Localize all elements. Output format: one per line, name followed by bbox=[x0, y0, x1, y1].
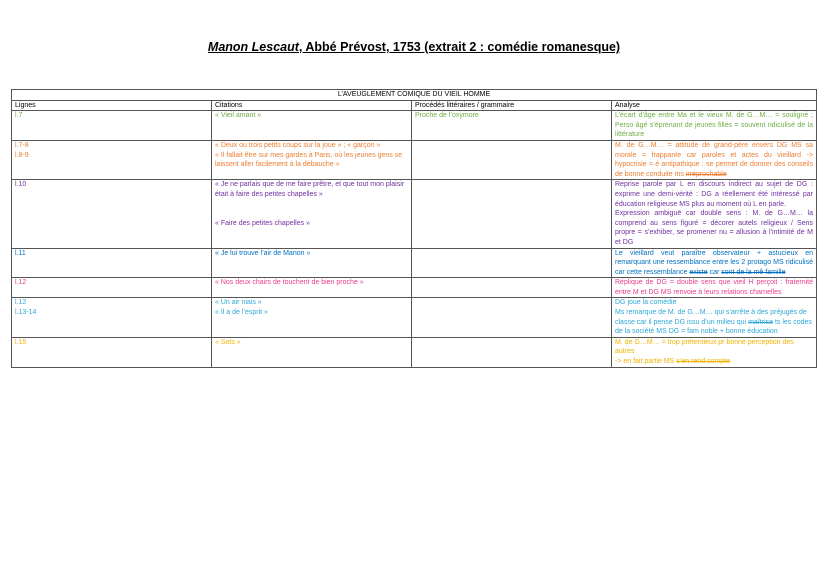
procede-cell bbox=[412, 140, 612, 179]
table-row bbox=[12, 248, 817, 278]
table-row bbox=[12, 111, 817, 141]
analysis-cell: L’écart d’âge entre Ma et le vieux M. de G…M… = souligné ; Perso âgé s’éprenant de jeunes filles = souvent ridiculisé de la littérature bbox=[612, 111, 817, 141]
procede-cell bbox=[412, 278, 612, 298]
lines-cell: l.11 bbox=[12, 248, 212, 278]
analysis-cell: Réplique de DG = double sens que vieil H perçoit : fraternité entre M et DG MS renvoie à leurs relations charnelles bbox=[612, 278, 817, 298]
column-header-row bbox=[12, 100, 817, 111]
analysis-cell: M. de G…M… = trop prétentieux pr bonne perception des autres -> en fait partie MS s’en rend compte bbox=[612, 337, 817, 367]
table-row bbox=[12, 140, 817, 179]
column-header-analyse: Analyse bbox=[612, 100, 817, 111]
citation-cell: « Vieil amant » bbox=[212, 111, 412, 141]
table-row bbox=[12, 180, 817, 248]
citation-cell: « Je lui trouve l’air de Manon » bbox=[212, 248, 412, 278]
title-rest: , Abbé Prévost, 1753 (extrait 2 : comédie romanesque) bbox=[298, 40, 621, 54]
column-header-procedes: Procédés littéraires / grammaire bbox=[412, 100, 612, 111]
analysis-cell: Reprise parole par L en discours indirect au sujet de DG : exprime une demi-vérité : DG a réellement été intéressé par éducation religieuse MS plus au moment où L en parle. Expression ambiguë car double sens : M. de G…M… la comprend au sens figuré = décorer autels religieux / Sens propre = s’exhiber, se promener nu = allusion à l’intimité de M et DG bbox=[612, 180, 817, 248]
lines-cell: l.10 bbox=[12, 180, 212, 248]
table-heading: L’AVEUGLEMENT COMIQUE DU VIEIL HOMME bbox=[12, 90, 817, 101]
analysis-cell: DG joue la comédie Ms remarque de M. de G…M… qui s’arrête à des préjugés de classe car il pense DG issu d’un milieu qui maîtrise ts les codes de la société MS DG = fam noble + bonne éducation bbox=[612, 298, 817, 337]
lines-cell: l.12 l.13-14 bbox=[12, 298, 212, 337]
analysis-table bbox=[11, 89, 817, 368]
procede-cell bbox=[412, 248, 612, 278]
column-header-citations: Citations bbox=[212, 100, 412, 111]
work-title: Manon Lescaut bbox=[207, 40, 299, 54]
procede-cell bbox=[412, 180, 612, 248]
lines-cell: l.15 bbox=[12, 337, 212, 367]
table-row bbox=[12, 278, 817, 298]
lines-cell: l.7-8 l.8-9 bbox=[12, 140, 212, 179]
analysis-cell: Le vieillard veut paraître observateur + astucieux en remarquant une ressemblance entre les 2 protago MS ridiculisé car cette ressemblance existe car sont de la mê famille bbox=[612, 248, 817, 278]
citation-cell: « Nos deux chairs de touchent de bien proche » bbox=[212, 278, 412, 298]
table-row bbox=[12, 337, 817, 367]
table-heading-row bbox=[12, 90, 817, 101]
analysis-cell: M. de G…M… = attitude de grand-père envers DG MS sa morale = frappante car paroles et actes du vieillard -> hypocrisie = é antipathique : se permet de donner des conseils de bonne conduite ms irréprochable bbox=[612, 140, 817, 179]
lines-cell: l.7 bbox=[12, 111, 212, 141]
column-header-lignes: Lignes bbox=[12, 100, 212, 111]
citation-cell: « Je ne parlais que de me faire prêtre, et que tout mon plaisir était à faire des petites chapelles » « Faire des petites chapelles » bbox=[212, 180, 412, 248]
procede-cell bbox=[412, 298, 612, 337]
citation-cell: « Un air niais » « Il a de l’esprit » bbox=[212, 298, 412, 337]
procede-cell: Proche de l’oxymore bbox=[412, 111, 612, 141]
lines-cell: l.12 bbox=[12, 278, 212, 298]
table-row bbox=[12, 298, 817, 337]
page-title bbox=[0, 40, 828, 54]
citation-cell: « Sots » bbox=[212, 337, 412, 367]
procede-cell bbox=[412, 337, 612, 367]
citation-cell: « Deux ou trois petits coups sur la joue » ; « garçon » « Il fallait être sur mes gardes à Paris, où les jeunes gens se laissent aller facilement à la débauche » bbox=[212, 140, 412, 179]
